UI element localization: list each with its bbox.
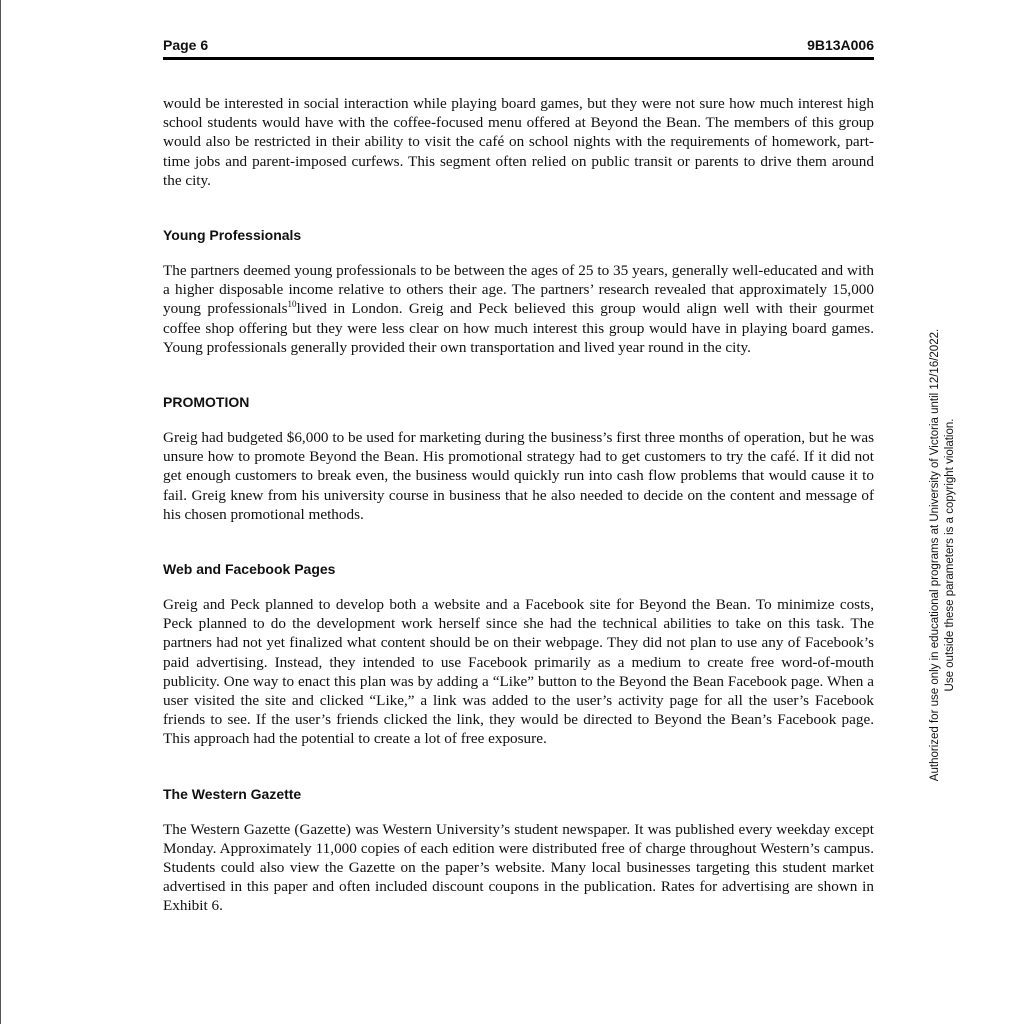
document-page <box>163 36 874 916</box>
web-facebook-heading: Web and Facebook Pages <box>163 561 336 578</box>
young-professionals-paragraph <box>163 261 874 357</box>
western-gazette-paragraph: The Western Gazette (Gazette) was Western University’s student newspaper. It was published every weekday except Monday. Approximately 11,000 copies of each edition were distributed free of charge throughout Western’s campus. Students could also view the Gazette on the paper’s website. Many local businesses targeting this student market advertised in this paper and often included discount coupons in the publication. Rates for advertising are shown in Exhibit 6. <box>163 820 874 915</box>
web-facebook-paragraph: Greig and Peck planned to develop both a website and a Facebook site for Beyond the Bean. To minimize costs, Peck planned to do the development work herself since she had the technical abilities to take on this task. The partners had not yet finalized what content should be on their webpage. They did not plan to use any of Facebook’s paid advertising. Instead, they intended to use Facebook primarily as a medium to create free word-of-mouth publicity. One way to enact this plan was by adding a “Like” button to the Beyond the Bean Facebook page. When a user visited the site and clicked “Like,” a link was added to the user’s activity page for all the user’s Facebook friends to see. If the user’s friends clicked the link, they would be directed to Beyond the Bean’s Facebook page. This approach had the potential to create a lot of free exposure. <box>163 596 874 748</box>
page-content <box>163 94 874 916</box>
page-header <box>163 36 874 60</box>
page-left-edge <box>0 0 1 1024</box>
western-gazette-heading: The Western Gazette <box>163 785 302 802</box>
promotion-heading: PROMOTION <box>163 394 250 411</box>
watermark-line-1: Authorized for use only in educational programs at University of Victoria until 12/16/2022. <box>929 328 941 782</box>
watermark-line-2: Use outside these parameters is a copyright violation. <box>944 418 956 692</box>
young-professionals-heading: Young Professionals <box>163 227 302 244</box>
copyright-watermark <box>928 315 958 795</box>
intro-paragraph: would be interested in social interaction while playing board games, but they were not sure how much interest high school students would have with the coffee-focused menu offered at Beyond the Bean. The members of this group would also be restricted in their ability to visit the café on school nights with the requirements of homework, part-time jobs and parent-imposed curfews. This segment often relied on public transit or parents to drive them around the city. <box>163 95 874 189</box>
young-professionals-text-part2: lived in London. Greig and Peck believed this group would align well with their gourmet coffee shop offering but they were less clear on how much interest this group would have in playing board games. Young professionals generally provided their own transportation and lived year round in the city. <box>163 300 874 356</box>
young-professionals-text-part1: The partners deemed young professionals to be between the ages of 25 to 35 years, generally well-educated and with a higher disposable income relative to others their age. The partners’ research revealed that approximately 15,000 young professionals <box>163 262 874 318</box>
page-number: Page 6 <box>163 37 209 53</box>
footnote-marker: 10 <box>287 299 297 310</box>
promotion-paragraph: Greig had budgeted $6,000 to be used for marketing during the business’s first three months of operation, but he was unsure how to promote Beyond the Bean. His promotional strategy had to get customers to try the café. If it did not get enough customers to break even, the business would quickly run into cash flow problems that would cause it to fail. Greig knew from his university course in business that he also needed to decide on the content and message of his chosen promotional methods. <box>163 429 874 523</box>
case-number: 9B13A006 <box>807 37 874 53</box>
